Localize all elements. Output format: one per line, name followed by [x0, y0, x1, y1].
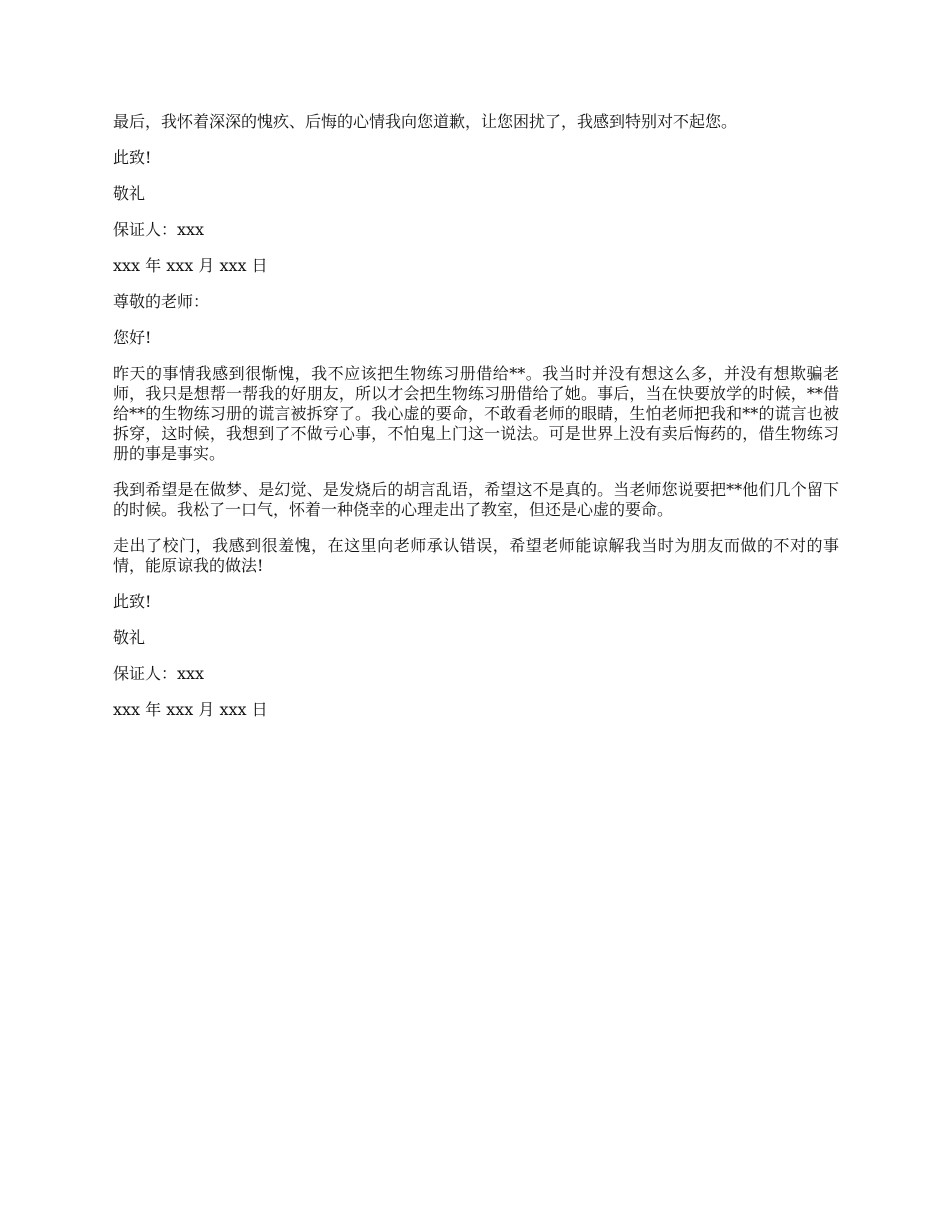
- date-line: xxx 年 xxx 月 xxx 日: [113, 700, 268, 719]
- salutation-line: 此致!: [113, 148, 152, 167]
- regards-line: 敬礼: [113, 628, 146, 647]
- date-line: xxx 年 xxx 月 xxx 日: [113, 256, 268, 275]
- greeting-heading: 尊敬的老师：: [113, 292, 210, 311]
- body-paragraph: 昨天的事情我感到很惭愧，我不应该把生物练习册借给**。我当时并没有想这么多，并没有想欺骗老师，我只是想帮一帮我的好朋友，所以才会把生物练习册借给了她。事后，当在快要放学的时候，**借给**的生物练习册的谎言被拆穿了。我心虚的要命，不敢看老师的眼睛，生怕老师把我和**的谎言也被拆穿，这时候，我想到了不做亏心事，不怕鬼上门这一说法。可是世界上没有卖后悔药的，借生物练习册的事是事实。: [113, 364, 839, 463]
- guarantor-line: 保证人：xxx: [113, 664, 205, 683]
- hello-line: 您好!: [113, 328, 152, 347]
- salutation-line: 此致!: [113, 592, 152, 611]
- document-page: [113, 112, 839, 736]
- guarantor-line: 保证人：xxx: [113, 220, 205, 239]
- closing-apology-paragraph: 最后，我怀着深深的愧疚、后悔的心情我向您道歉，让您困扰了，我感到特别对不起您。: [113, 112, 738, 131]
- regards-line: 敬礼: [113, 184, 146, 203]
- body-paragraph: 我到希望是在做梦、是幻觉、是发烧后的胡言乱语，希望这不是真的。当老师您说要把**他们几个留下的时候。我松了一口气，怀着一种侥幸的心理走出了教室，但还是心虚的要命。: [113, 480, 839, 519]
- body-paragraph: 走出了校门，我感到很羞愧，在这里向老师承认错误，希望老师能谅解我当时为朋友而做的不对的事情，能原谅我的做法!: [113, 536, 839, 575]
